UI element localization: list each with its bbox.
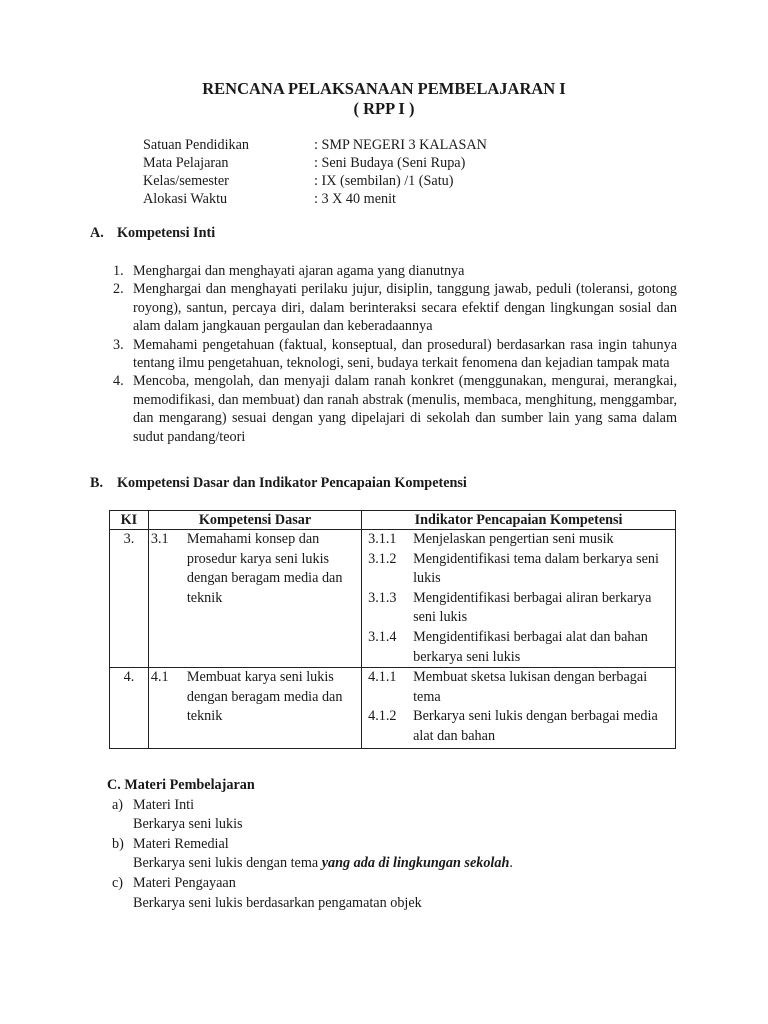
indicator-item	[362, 707, 675, 746]
section-letter: A.	[90, 225, 104, 241]
materi-description	[107, 894, 513, 914]
indicator-text: Menjelaskan pengertian seni musik	[413, 531, 614, 547]
indicator-code: 3.1.2	[368, 550, 397, 567]
document-subtitle: ( RPP I )	[353, 99, 415, 118]
list-item	[113, 262, 677, 280]
kd-code: 4.1	[150, 669, 169, 686]
info-row	[143, 190, 487, 208]
info-value: : 3 X 40 menit	[314, 191, 396, 207]
list-number: 1.	[113, 263, 124, 279]
materi-description	[107, 815, 513, 835]
materi-label: Materi Remedial	[133, 835, 229, 852]
section-heading-kompetensi-dasar	[90, 475, 467, 492]
kd-cell	[148, 668, 361, 749]
indicator-item	[362, 628, 675, 667]
ki-cell: 4.	[110, 668, 149, 749]
materi-section	[107, 776, 513, 913]
indicator-text: Mengidentifikasi berbagai aliran berkarya seni lukis	[413, 589, 652, 626]
indicator-item	[362, 550, 675, 589]
indicator-code: 4.1.2	[368, 708, 397, 725]
materi-letter: b)	[112, 835, 124, 852]
list-text: Mencoba, mengolah, dan menyaji dalam ranah konkret (menggunakan, mengurai, merangkai, memodifikasi, dan membuat) dan ranah abstrak (menulis, membaca, menghitung, menggambar, dan mengarang) sesuai dengan yang dipelajari di sekolah dan sumber lain yang sama dalam sudut pandang/teori	[133, 373, 677, 445]
document-title: RENCANA PELAKSANAAN PEMBELAJARAN I	[202, 79, 566, 98]
list-number: 4.	[113, 373, 124, 390]
column-header-ki: KI	[110, 511, 149, 530]
section-title: Kompetensi Inti	[117, 225, 216, 241]
materi-description	[107, 854, 513, 874]
materi-text: Berkarya seni lukis dengan tema	[133, 855, 322, 872]
kompetensi-inti-list	[113, 262, 677, 446]
column-header-indikator: Indikator Pencapaian Kompetensi	[362, 511, 676, 530]
materi-emphasis: yang ada di lingkungan sekolah	[321, 855, 510, 872]
materi-letter: c)	[112, 874, 124, 891]
indicator-code: 3.1.4	[368, 628, 397, 645]
materi-text: Berkarya seni lukis berdasarkan pengamatan objek	[133, 894, 422, 911]
list-item	[113, 336, 677, 373]
indicator-code: 4.1.1	[368, 669, 397, 686]
indicator-code: 3.1.1	[368, 531, 397, 547]
kd-code: 3.1	[150, 531, 169, 547]
info-row	[143, 154, 487, 172]
list-number: 3.	[113, 336, 124, 353]
ki-cell: 3.	[110, 530, 149, 668]
list-text: Menghargai dan menghayati perilaku jujur, disiplin, tanggung jawab, peduli (toleransi, gotong royong), santun, percaya diri, dalam berinteraksi secara efektif dengan lingkungan sosial dan alam dalam jangkauan pergaulan dan keberadaannya	[133, 281, 677, 335]
indicator-cell	[362, 668, 676, 749]
info-value: : IX (sembilan) /1 (Satu)	[314, 173, 454, 189]
table-row	[110, 530, 676, 668]
info-label: Mata Pelajaran	[143, 155, 229, 171]
materi-text: Berkarya seni lukis	[133, 816, 243, 833]
section-letter: B.	[90, 475, 104, 491]
indicator-text: Mengidentifikasi tema dalam berkarya seni lukis	[413, 550, 659, 587]
kd-text: Memahami konsep dan prosedur karya seni lukis dengan beragam media dan teknik	[186, 531, 343, 606]
materi-tail: .	[509, 855, 513, 872]
info-row	[143, 136, 487, 154]
materi-item	[112, 835, 513, 855]
list-item	[113, 372, 677, 446]
info-label: Satuan Pendidikan	[143, 137, 249, 153]
indicator-item	[362, 668, 675, 707]
kd-cell	[148, 530, 361, 668]
materi-label: Materi Pengayaan	[133, 874, 236, 891]
list-item	[113, 280, 677, 335]
list-text: Menghargai dan menghayati ajaran agama yang dianutnya	[133, 263, 465, 279]
info-label: Kelas/semester	[143, 173, 229, 189]
indicator-text: Membuat sketsa lukisan dengan berbagai tema	[413, 669, 648, 705]
materi-label: Materi Inti	[133, 796, 195, 813]
identity-block	[143, 136, 487, 208]
table-row	[110, 668, 676, 749]
column-header-kompetensi-dasar: Kompetensi Dasar	[148, 511, 361, 530]
indicator-text: Berkarya seni lukis dengan berbagai media alat dan bahan	[413, 708, 658, 744]
kd-text: Membuat karya seni lukis dengan beragam media dan teknik	[186, 669, 343, 725]
section-heading-materi: C. Materi Pembelajaran	[107, 777, 255, 793]
materi-letter: a)	[112, 796, 124, 813]
info-row	[143, 172, 487, 190]
info-label: Alokasi Waktu	[143, 191, 228, 207]
list-number: 2.	[113, 281, 124, 298]
section-heading-kompetensi-inti	[90, 225, 215, 242]
indicator-text: Mengidentifikasi berbagai alat dan bahan berkarya seni lukis	[413, 628, 648, 665]
info-value: : SMP NEGERI 3 KALASAN	[314, 137, 487, 153]
indicator-cell	[362, 530, 676, 668]
indicator-code: 3.1.3	[368, 589, 397, 606]
section-title: Kompetensi Dasar dan Indikator Pencapaian Kompetensi	[117, 475, 467, 491]
table-header-row	[110, 511, 676, 530]
materi-item	[112, 796, 513, 816]
indicator-item	[362, 530, 675, 550]
materi-item	[112, 874, 513, 894]
info-value: : Seni Budaya (Seni Rupa)	[314, 155, 466, 171]
list-text: Memahami pengetahuan (faktual, konseptual, dan prosedural) berdasarkan rasa ingin tahunya tentang ilmu pengetahuan, teknologi, seni, budaya terkait fenomena dan kejadian tampak mata	[133, 336, 677, 372]
indicator-item	[362, 589, 675, 628]
competency-table	[109, 510, 676, 749]
